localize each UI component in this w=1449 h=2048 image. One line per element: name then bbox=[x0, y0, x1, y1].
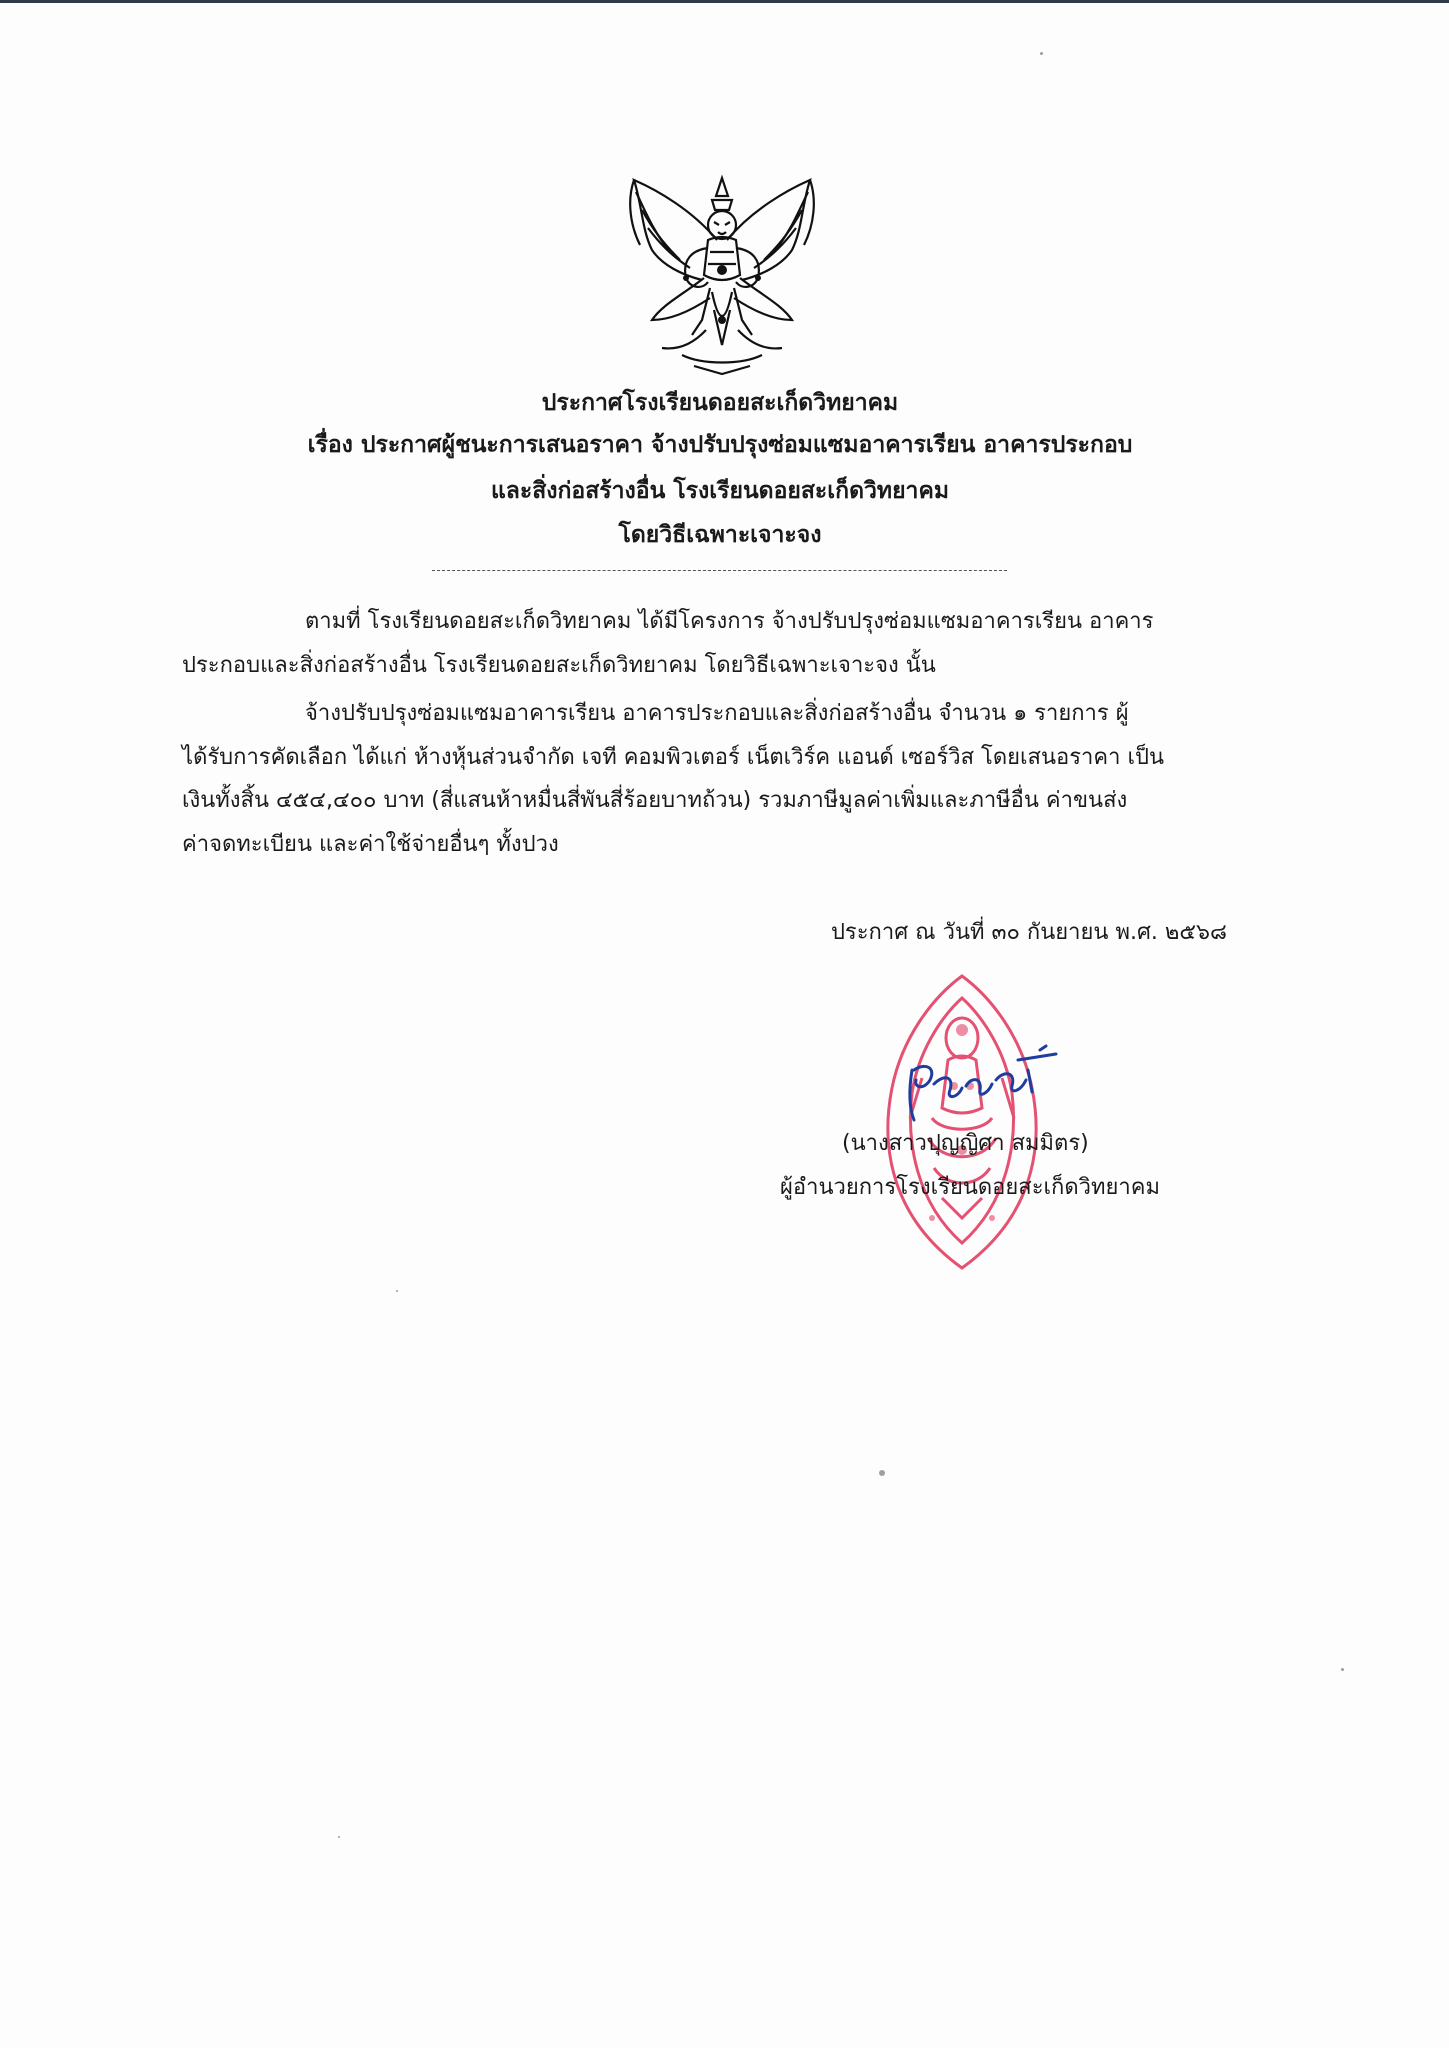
document-subject-line-3: โดยวิธีเฉพาะเจาะจง bbox=[618, 522, 822, 548]
document-subject-line-2: และสิ่งก่อสร้างอื่น โรงเรียนดอยสะเก็ดวิทยาคม bbox=[490, 478, 950, 504]
body-line-1: ตามที่ โรงเรียนดอยสะเก็ดวิทยาคม ได้มีโครงการ จ้างปรับปรุงซ่อมแซมอาคารเรียน อาคาร bbox=[305, 609, 1154, 634]
heading-divider bbox=[432, 570, 1007, 571]
body-line-4: ได้รับการคัดเลือก ได้แก่ ห้างหุ้นส่วนจำกัด เจที คอมพิวเตอร์ เน็ตเวิร์ค แอนด์ เซอร์วิส โดยเสนอราคา เป็น bbox=[182, 745, 1164, 770]
body-line-2: ประกอบและสิ่งก่อสร้างอื่น โรงเรียนดอยสะเก็ดวิทยาคม โดยวิธีเฉพาะเจาะจง นั้น bbox=[182, 653, 936, 678]
top-edge-rule bbox=[0, 0, 1449, 3]
scan-speck bbox=[1341, 1668, 1344, 1671]
signer-name: (นางสาวปุญญิศา สมมิตร) bbox=[842, 1131, 1089, 1156]
document-title: ประกาศโรงเรียนดอยสะเก็ดวิทยาคม bbox=[541, 390, 899, 416]
handwritten-signature-icon bbox=[900, 1040, 1060, 1130]
scan-speck bbox=[879, 1470, 885, 1476]
scan-speck bbox=[1040, 52, 1043, 55]
signer-title: ผู้อำนวยการโรงเรียนดอยสะเก็ดวิทยาคม bbox=[780, 1175, 1160, 1200]
announcement-date: ประกาศ ณ วันที่ ๓๐ กันยายน พ.ศ. ๒๕๖๘ bbox=[830, 920, 1227, 945]
garuda-emblem-icon bbox=[622, 170, 822, 380]
body-line-5: เงินทั้งสิ้น ๔๕๔,๔๐๐ บาท (สี่แสนห้าหมื่นสี่พันสี่ร้อยบาทถ้วน) รวมภาษีมูลค่าเพิ่มและภาษีอื่น ค่าขนส่ง bbox=[182, 788, 1128, 813]
document-subject-line-1: เรื่อง ประกาศผู้ชนะการเสนอราคา จ้างปรับปรุงซ่อมแซมอาคารเรียน อาคารประกอบ bbox=[307, 432, 1133, 458]
scan-speck bbox=[338, 1836, 340, 1838]
scan-speck bbox=[396, 1290, 398, 1292]
body-line-3: จ้างปรับปรุงซ่อมแซมอาคารเรียน อาคารประกอบและสิ่งก่อสร้างอื่น จำนวน ๑ รายการ ผู้ bbox=[305, 701, 1129, 726]
body-line-6: ค่าจดทะเบียน และค่าใช้จ่ายอื่นๆ ทั้งปวง bbox=[182, 832, 559, 857]
